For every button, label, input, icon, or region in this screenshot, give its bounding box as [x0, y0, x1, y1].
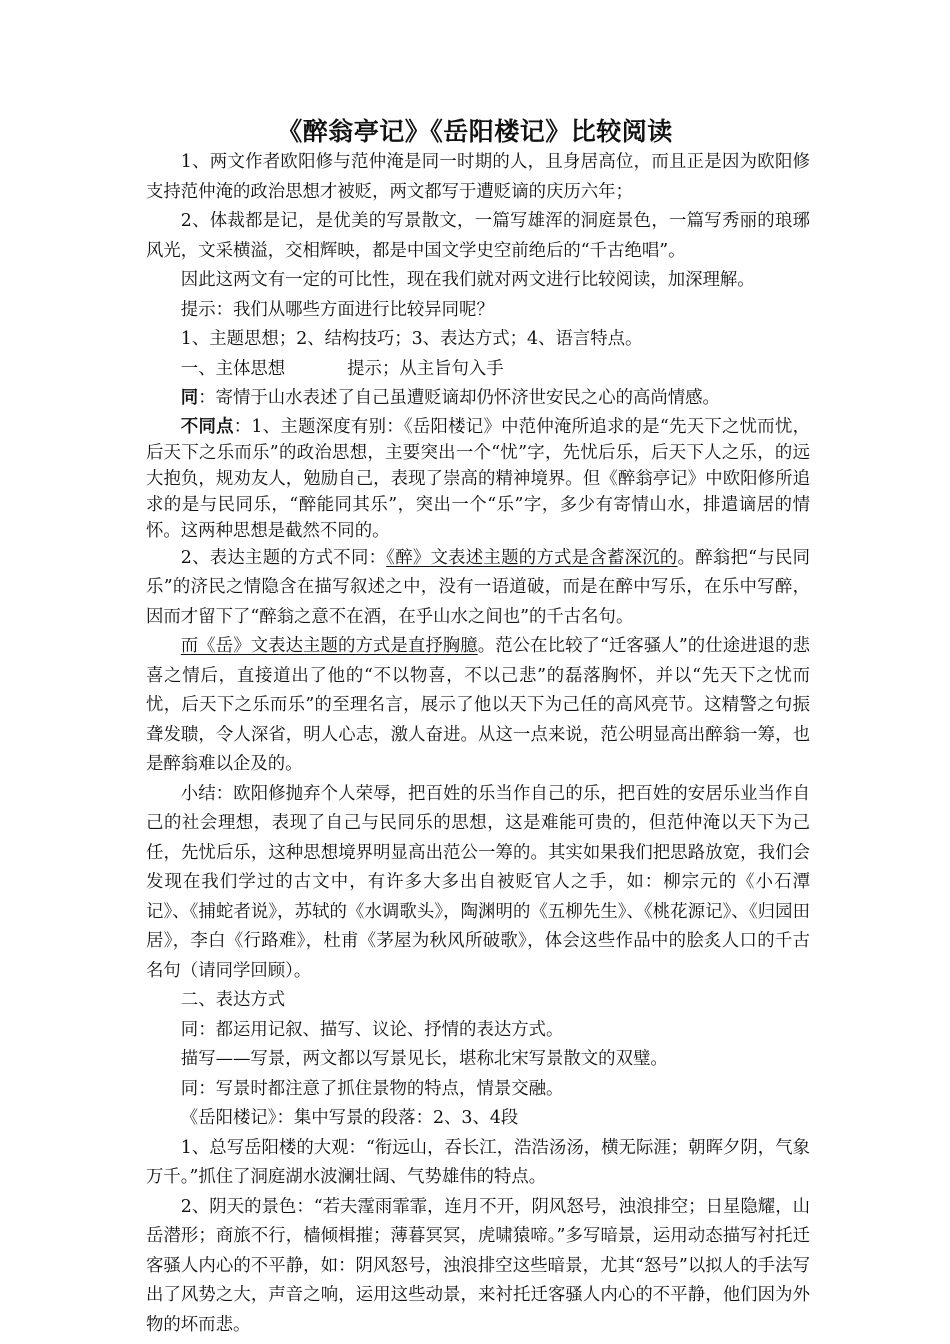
paragraph: 因此这两文有一定的可比性，现在我们就对两文进行比较阅读，加深理解。 [180, 270, 755, 290]
section-heading-theme [146, 355, 810, 385]
paragraph: 《岳阳楼记》：集中写景的段落：2、3、4段 [180, 1108, 519, 1128]
paragraph-text: 。醉翁把“与民同乐”的济民之情隐含在描写叙述之中，没有一语道破，而是在醉中写乐，在乐中写醉，因而才留下了“醉翁之意不在酒，在乎山水之间也”的千古名句。 [146, 547, 810, 627]
paragraph: 1、总写岳阳楼的大观：“衔远山，吞长江，浩浩汤汤，横无际涯；朝晖夕阴，气象万千。”抓住了洞庭湖水波澜壮阔、气势雄伟的特点。 [146, 1137, 810, 1187]
paragraph-text: ：寄情于山水表述了自己虽遭贬谪却仍怀济世安民之心的高尚情感。 [198, 388, 720, 408]
paragraph: 2、体裁都是记，是优美的写景散文，一篇写雄浑的洞庭景色，一篇写秀丽的琅琊风光，文采横溢，交相辉映，都是中国文学史空前绝后的“千古绝唱”。 [146, 211, 810, 261]
paragraph-text: ：1、主题深度有别：《岳阳楼记》中范仲淹所追求的是“先天下之忧而忧，后天下之乐而乐”的政治思想，主要突出一个“忧”字，先忧后乐，后天下人之乐，的远大抱负，规劝友人，勉励自己，表现了崇高的精神境界。但《醉翁亭记》中欧阳修所追求的是与民同乐，“醉能同其乐”，突出一个“乐”字，多少有寄情山水，排遣谪居的情怀。这两种思想是截然不同的。 [146, 416, 810, 541]
paragraph: 1、两文作者欧阳修与范仲淹是同一时期的人，且身居高位，而且正是因为欧阳修支持范仲淹的政治思想才被贬，两文都写于遭贬谪的庆历六年； [146, 152, 810, 202]
paragraph: 2、阴天的景色：“若夫霪雨霏霏，连月不开，阴风怒号，浊浪排空；日星隐耀，山岳潜形；商旅不行，樯倾楫摧；薄暮冥冥，虎啸猿啼。”多写暗景，运用动态描写衬托迁客骚人内心的不平静，如：阴风怒号，浊浪排空这些暗景，尤其“怒号”以拟人的手法写出了风势之大，声音之响，运用这些动景，来衬托迁客骚人内心的不平静，他们因为外物的坏而悲。 [146, 1196, 810, 1335]
paragraph [146, 632, 810, 780]
paragraph: 描写——写景，两文都以写景见长，堪称北宋写景散文的双璧。 [180, 1049, 668, 1069]
paragraph-similarity [146, 384, 810, 414]
paragraph: 提示：我们从哪些方面进行比较异同呢？ [180, 299, 494, 320]
label-same: 同 [180, 388, 199, 408]
document-title: 《醉翁亭记》《岳阳楼记》比较阅读 [277, 117, 673, 146]
paragraph-text: 2、表达主题的方式不同： [180, 547, 387, 568]
label-different: 不同点 [180, 416, 234, 437]
section-heading-text: 一、主体思想 [180, 358, 286, 379]
underlined-text: 而《岳》文表达主题的方式是直抒胸臆 [180, 636, 478, 656]
underlined-text: 《醉》文表述主题的方式是含蓄深沉的 [386, 547, 678, 568]
paragraph-text: 。范公在比较了“迁客骚人”的仕途进退的悲喜之情后，直接道出了他的“不以物喜，不以己悲”的磊落胸怀，并以“先天下之忧而忧，后天下之乐而乐”的至理名言，展示了他以天下为己任的高风亮节。这精警之句振聋发聩，令人深省，明人心志，激人奋进。从这一点来说，范公明显高出醉翁一筹，也是醉翁难以企及的。 [146, 636, 810, 774]
section-heading-expression: 二、表达方式 [180, 990, 286, 1010]
paragraph: 同：都运用记叙、描写、议论、抒情的表达方式。 [180, 1019, 564, 1040]
paragraph [146, 544, 810, 633]
hint-text: 提示；从主旨句入手 [347, 358, 504, 379]
paragraph: 1、主题思想；2、结构技巧；3、表达方式；4、语言特点。 [180, 329, 643, 349]
paragraph: 同：写景时都注意了抓住景物的特点，情景交融。 [180, 1078, 564, 1099]
document-body [146, 148, 810, 1340]
paragraph-difference [146, 414, 810, 544]
paragraph-summary: 小结：欧阳修抛弃个人荣辱，把百姓的乐当作自己的乐，把百姓的安居乐业当作自己的社会理想，表现了自己与民同乐的思想，这是难能可贵的，但范仲淹以天下为己任，先忧后乐，这种思想境界明显高出范公一筹的。其实如果我们把思路放宽，我们会发现在我们学过的古文中，有许多大多出自被贬官人之手，如：柳宗元的《小石潭记》、《捕蛇者说》，苏轼的《水调歌头》，陶渊明的《五柳先生》、《桃花源记》、《归园田居》，李白《行路难》，杜甫《茅屋为秋风所破歌》，体会这些作品中的脍炙人口的千古名句（请同学回顾）。 [146, 783, 810, 981]
